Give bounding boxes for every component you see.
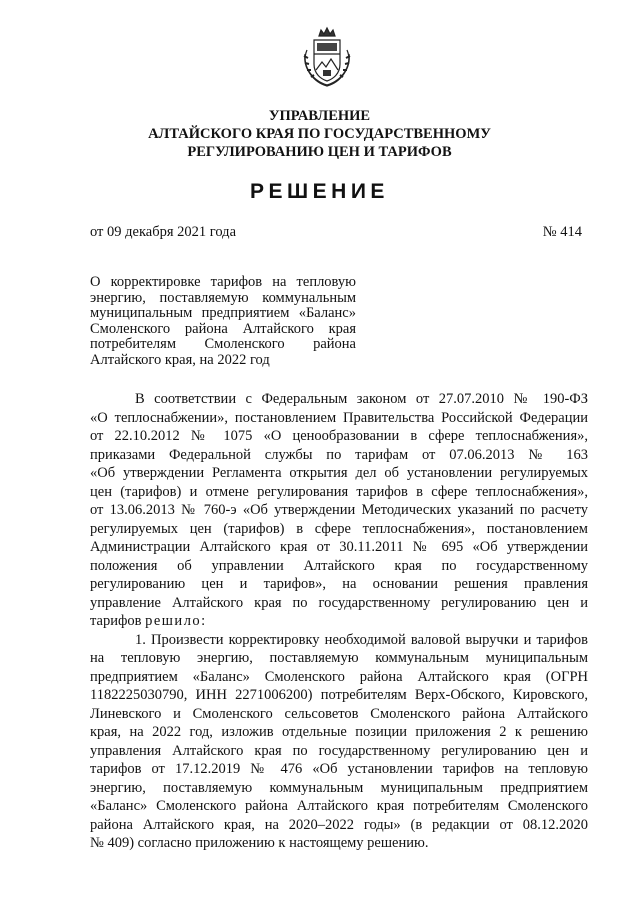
document-body — [90, 390, 588, 853]
subject-line: энергию, поставляемую коммунальным — [90, 289, 356, 306]
item-line: Линевского и Смоленского сельсоветов Смоленского района Алтайского — [90, 705, 588, 722]
item-line: № 409) согласно приложению к настоящему решению. — [90, 835, 429, 851]
subject-line: потребителям Смоленского района — [90, 336, 356, 352]
resolved-prefix: тарифов — [90, 613, 142, 629]
coat-of-arms-emblem — [297, 24, 357, 90]
authority-line: УПРАВЛЕНИЕ — [268, 108, 371, 124]
subject-line: Алтайского края, на 2022 год — [90, 351, 270, 368]
item-line: 1182225030790, ИНН 2271006200) потребителям Верх-Обского, Кировского, — [90, 687, 588, 703]
item-line: управления Алтайского края по государственному регулированию цен и — [90, 742, 588, 759]
body-line: «О теплоснабжении», постановлением Правительства Российской Федерации — [90, 409, 588, 426]
item-line: энергию, поставляемую коммунальным муниципальным предприятием — [90, 779, 588, 796]
document-subject — [90, 275, 356, 368]
body-line: управление Алтайского края по государственному регулированию цен и — [90, 594, 588, 611]
authority-name — [0, 107, 639, 161]
document-date: от 09 декабря 2021 года — [90, 224, 236, 240]
item-line: района Алтайского края, на 2020–2022 годы» (в редакции от 08.12.2020 — [90, 816, 588, 833]
body-line: приказами Федеральной службы по тарифам от 07.06.2013 № 163 — [90, 446, 588, 463]
resolved-line — [90, 612, 588, 631]
item-line: тарифов от 17.12.2019 № 476 «Об установлении тарифов на тепловую — [90, 761, 588, 777]
body-line: цен (тарифов) и отмене регулирования тарифов в сфере теплоснабжения», — [90, 483, 588, 500]
item-line: на тепловую энергию, поставляемую коммунальным муниципальным — [90, 650, 588, 666]
document-number: № 414 — [542, 224, 582, 240]
item-line: «Баланс» Смоленского района Алтайского края потребителям Смоленского — [90, 798, 588, 814]
subject-line: муниципальным предприятием «Баланс» — [90, 305, 356, 321]
authority-line: РЕГУЛИРОВАНИЮ ЦЕН И ТАРИФОВ — [187, 144, 452, 160]
body-line: регулированию цен и тарифов», на основании решения правления — [90, 576, 588, 592]
body-line: регулируемых цен (тарифов) в сфере теплоснабжения», постановлением — [90, 520, 588, 537]
body-line: положения об управлении Алтайского края по государственному — [90, 557, 588, 574]
body-line: «Об утверждении Регламента открытия дел об установлении регулируемых — [90, 465, 588, 481]
subject-line: О корректировке тарифов на тепловую — [90, 274, 356, 290]
document-type-title: РЕШЕНИЕ — [250, 180, 389, 203]
body-line: Администрации Алтайского края от 30.11.2011 № 695 «Об утверждении — [90, 539, 588, 555]
item-line: предприятием «Баланс» Смоленского района Алтайского края (ОГРН — [90, 668, 588, 685]
body-line: от 22.10.2012 № 1075 «О ценообразовании в сфере теплоснабжения», — [90, 428, 588, 444]
body-line: от 13.06.2013 № 760-э «Об утверждении Методических указаний по расчету — [90, 502, 588, 518]
subject-line: Смоленского района Алтайского края — [90, 320, 356, 337]
authority-line: АЛТАЙСКОГО КРАЯ ПО ГОСУДАРСТВЕННОМУ — [148, 126, 491, 142]
body-line: В соответствии с Федеральным законом от 27.07.2010 № 190-ФЗ — [135, 391, 588, 407]
item-line: 1. Произвести корректировку необходимой валовой выручки и тарифов — [135, 631, 588, 648]
item-line: края, на 2022 год, изложив отдельные позиции приложения 2 к решению — [90, 724, 588, 740]
resolved-word: решило: — [145, 613, 207, 629]
